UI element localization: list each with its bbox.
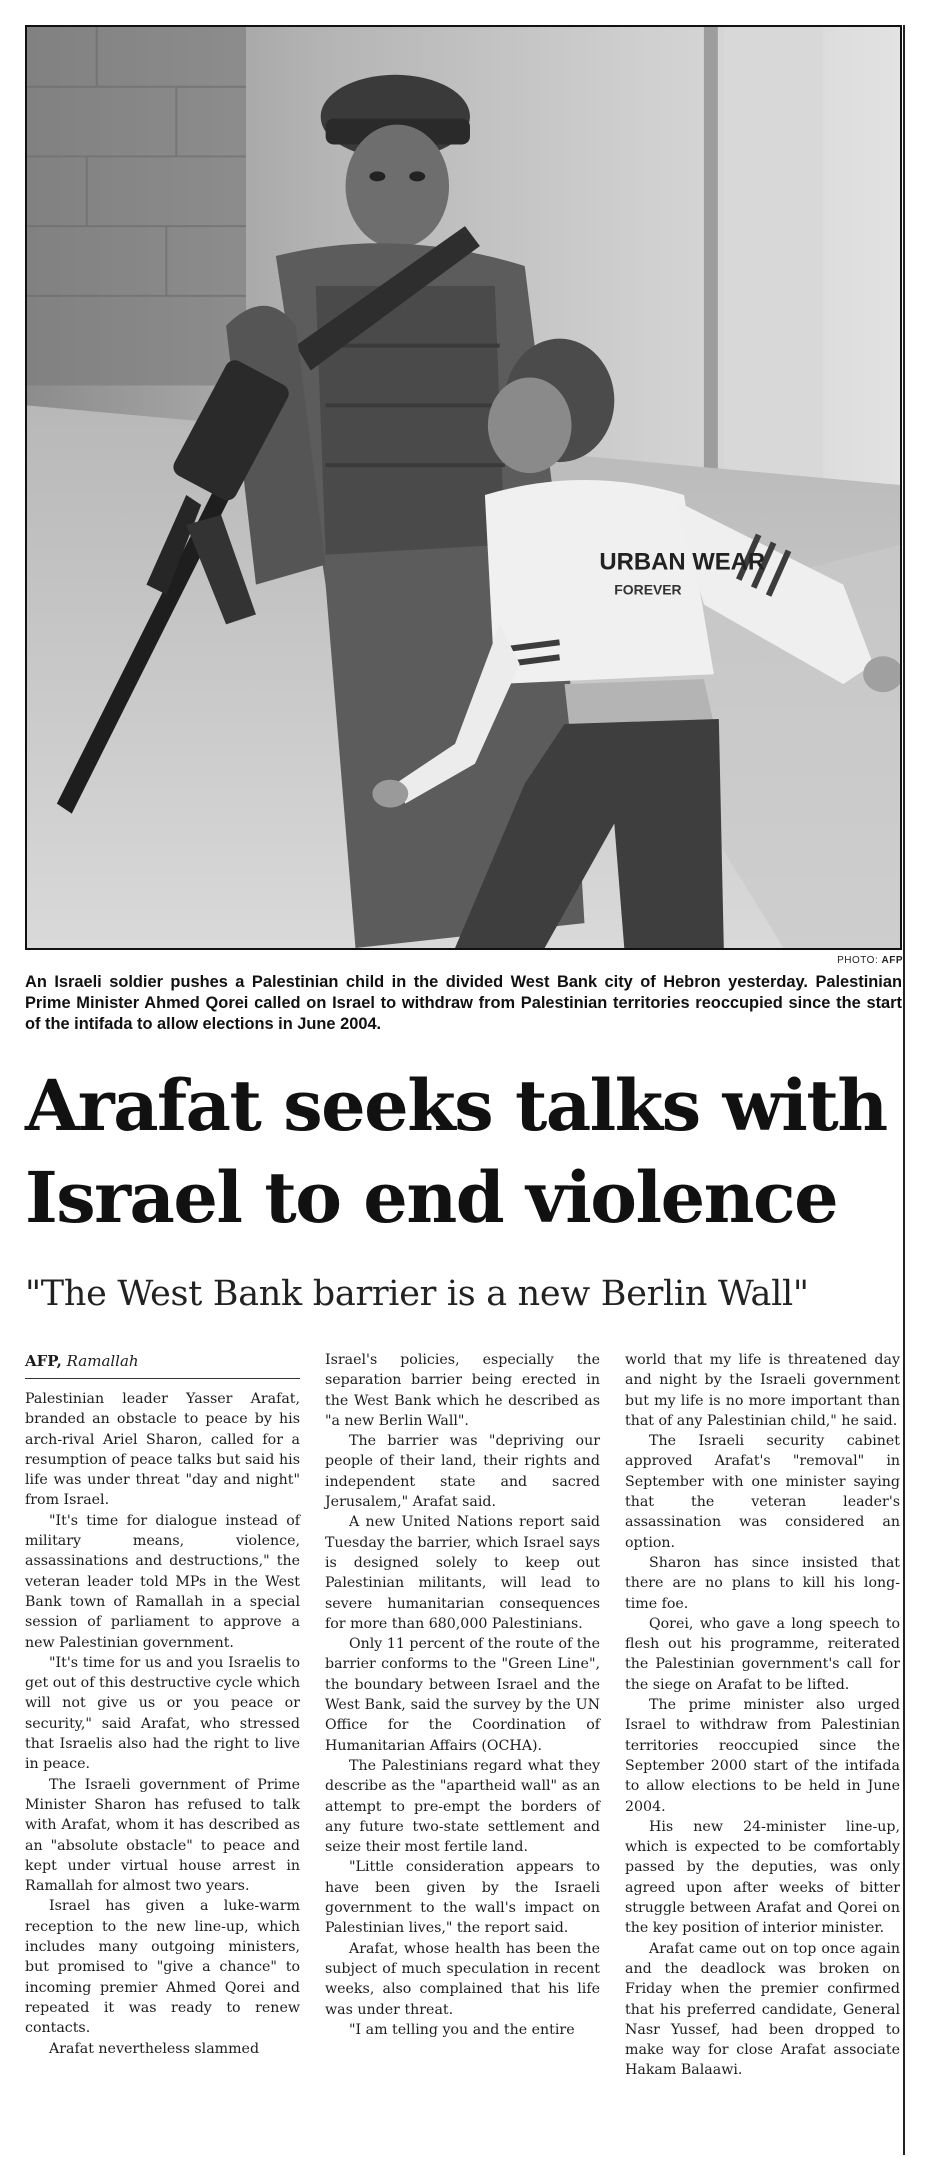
boy-face	[488, 377, 572, 473]
shirt-print-sub: FOREVER	[614, 581, 682, 598]
photo-credit	[837, 955, 903, 966]
byline-location: Ramallah	[66, 1352, 139, 1370]
article-paragraph: A new United Nations report said Tuesday the barrier, which Israel says is designed solely to keep out Palestinian militants, will lead to severe humanitarian consequences for more than 680,000 Palestinians.	[325, 1514, 600, 1632]
article-paragraph: Qorei, who gave a long speech to flesh out his programme, reiterated the Palestinian government's call for the siege on Arafat to be lifted.	[625, 1615, 900, 1693]
shirt-print: URBAN WEAR	[599, 548, 766, 576]
article-paragraph: The Israeli government of Prime Minister Sharon has refused to talk with Arafat, whom it has described as an "absolute obstacle" to peace and kept under virtual house arrest in Ramallah for almost two years.	[25, 1776, 300, 1895]
article-paragraph: Only 11 percent of the route of the barrier conforms to the "Green Line", the boundary between Israel and the West Bank, said the survey by the UN Office for the Coordination of Humanitarian Affairs (OCHA).	[325, 1636, 600, 1754]
article-paragraph: Arafat came out on top once again and the deadlock was broken on Friday when the premier confirmed that his preferred candidate, General Nasr Yussef, had been dropped to make way for close Arafat associate Hakam Balaawi.	[625, 1940, 900, 2079]
headline: Arafat seeks talks with Israel to end violence	[25, 1064, 887, 1239]
article-paragraph: Israel's policies, especially the separation barrier being erected in the West Bank which he described as "a new Berlin Wall".	[325, 1352, 600, 1429]
subheadline: "The West Bank barrier is a new Berlin Wall"	[25, 1274, 809, 1314]
news-photo	[25, 25, 902, 950]
article-paragraph: "It's time for us and you Israelis to get out of this destructive cycle which will not give us or you peace or security," said Arafat, who stressed that Israelis also had the right to live in peace.	[25, 1654, 300, 1773]
article-paragraph: The barrier was "depriving our people of their land, their rights and independent state and sacred Jerusalem," Arafat said.	[325, 1433, 600, 1511]
article-paragraph: Palestinian leader Yasser Arafat, branded an obstacle to peace by his arch-rival Ariel Sharon, called for a resumption of peace talks but said his life was under threat "day and night" from Israel.	[25, 1391, 300, 1509]
photo-caption: An Israeli soldier pushes a Palestinian child in the divided West Bank city of Hebron yesterday. Palestinian Prime Minister Ahmed Qorei called on Israel to withdraw from Palestinian territories reoccupied since the start of the intifada to allow elections in June 2004.	[25, 973, 902, 1033]
article-paragraph: "It's time for dialogue instead of military means, violence, assassinations and destructions," the veteran leader told MPs in the West Bank town of Ramallah in a special session of parliament to approve a new Palestinian government.	[25, 1512, 300, 1651]
byline	[25, 1350, 300, 1379]
article-paragraph: Sharon has since insisted that there are no plans to kill his long-time foe.	[625, 1554, 900, 1612]
article-column-2	[325, 1350, 600, 2040]
stone-wall	[27, 27, 246, 385]
photo-illustration	[27, 27, 900, 948]
article-paragraph: His new 24-minister line-up, which is expected to be comfortably passed by the deputies, was only agreed upon after weeks of bitter struggle between Arafat and Qorei on the key position of interior minister.	[625, 1818, 900, 1937]
article-column-1	[25, 1350, 300, 2059]
article-paragraph: world that my life is threatened day and night by the Israeli government but my life is no more important than that of any Palestinian child," he said.	[625, 1352, 900, 1429]
article-paragraph: The Israeli security cabinet approved Arafat's "removal" in September with one minister saying that the veteran leader's assassination was considered an option.	[625, 1433, 900, 1551]
byline-agency: AFP,	[25, 1352, 62, 1370]
photo-credit-label: PHOTO:	[837, 955, 879, 966]
article-paragraph: "Little consideration appears to have been given by the Israeli government to the wall's impact on Palestinian lives," the report said.	[325, 1859, 600, 1937]
article-paragraph: Arafat, whose health has been the subject of much speculation in recent weeks, also complained that his life was under threat.	[325, 1940, 600, 2018]
soldier-face	[346, 125, 450, 248]
article-column-3	[625, 1350, 900, 2081]
column-rule	[903, 25, 905, 2155]
photo-credit-source: AFP	[881, 955, 903, 966]
article-paragraph: Israel has given a luke-warm reception to the new line-up, which includes many outgoing ministers, but promised to "give a chance" to incoming premier Ahmed Qorei and repeated it was ready to renew contacts.	[25, 1898, 300, 2037]
article-paragraph: The Palestinians regard what they describe as the "apartheid wall" as an attempt to pre-empt the borders of any future two-state settlement and seize their most fertile land.	[325, 1757, 600, 1856]
article-paragraph: Arafat nevertheless slammed	[49, 2040, 260, 2057]
article-paragraph: "I am telling you and the entire	[349, 2021, 575, 2038]
article-paragraph: The prime minister also urged Israel to withdraw from Palestinian territories reoccupied since the September 2000 start of the intifada to allow elections to be held in June 2004.	[625, 1697, 900, 1815]
